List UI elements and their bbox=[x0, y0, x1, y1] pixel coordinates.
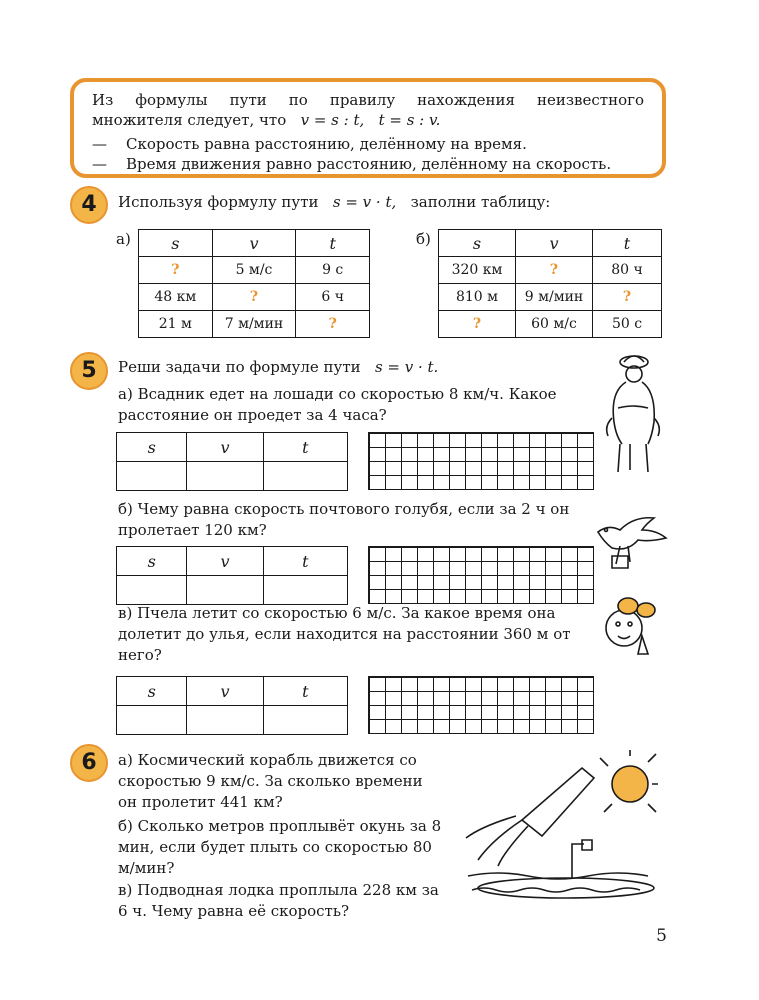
table-a-cell: 6 ч bbox=[296, 284, 370, 311]
svt-cell[interactable] bbox=[263, 706, 347, 735]
svt-cell[interactable] bbox=[263, 576, 347, 605]
table-b-label: б) bbox=[416, 230, 431, 248]
table-a-cell: ? bbox=[296, 311, 370, 338]
table-b bbox=[438, 229, 662, 338]
formula-t: t = s : v. bbox=[378, 111, 441, 129]
pigeon-illustration bbox=[592, 512, 672, 572]
svt-header: t bbox=[263, 433, 347, 462]
svt-header: s bbox=[117, 433, 187, 462]
task-6-b-text: б) Сколько метров проплывёт окунь за 8 мин, если будет плыть со скоростью 80 м/мин? bbox=[118, 817, 442, 877]
page-number: 5 bbox=[656, 926, 667, 946]
table-a-cell: ? bbox=[212, 284, 296, 311]
table-b-cell: 9 м/мин bbox=[516, 284, 593, 311]
svt-header: v bbox=[187, 677, 263, 706]
svt-cell[interactable] bbox=[263, 462, 347, 491]
table-a-label: а) bbox=[116, 230, 131, 248]
svt-cell[interactable] bbox=[117, 706, 187, 735]
table-a-header: t bbox=[296, 230, 370, 257]
table-a-cell: 48 км bbox=[139, 284, 213, 311]
table-b-cell: 320 км bbox=[439, 257, 516, 284]
task-5-c-table bbox=[116, 676, 348, 735]
svt-cell[interactable] bbox=[187, 576, 263, 605]
table-b-header: t bbox=[593, 230, 662, 257]
table-b-cell: 80 ч bbox=[593, 257, 662, 284]
task-5-number: 5 bbox=[70, 352, 108, 390]
task-5-c-answer-grid[interactable] bbox=[368, 676, 594, 734]
table-b-cell: 50 с bbox=[593, 311, 662, 338]
table-b-cell: ? bbox=[439, 311, 516, 338]
table-a-cell: 7 м/мин bbox=[212, 311, 296, 338]
svt-cell[interactable] bbox=[187, 462, 263, 491]
svt-cell[interactable] bbox=[117, 576, 187, 605]
table-b-header: v bbox=[516, 230, 593, 257]
table-b-cell: ? bbox=[516, 257, 593, 284]
svt-header: t bbox=[263, 547, 347, 576]
rule-line-1: Из формулы пути по правилу нахождения неизвестного bbox=[92, 91, 644, 109]
table-b-cell: 810 м bbox=[439, 284, 516, 311]
svt-header: s bbox=[117, 677, 187, 706]
task-4-text: Используя формулу пути s = v · t, заполни таблицу: bbox=[118, 193, 551, 211]
task-5-b-table bbox=[116, 546, 348, 605]
table-a-cell: ? bbox=[139, 257, 213, 284]
svt-header: s bbox=[117, 547, 187, 576]
space-sea-illustration bbox=[462, 750, 658, 916]
table-b-header: s bbox=[439, 230, 516, 257]
rule-line-2: множителя следует, что v = s : t, t = s : v. bbox=[92, 111, 441, 129]
task-4-number: 4 bbox=[70, 186, 108, 224]
table-a-cell: 21 м bbox=[139, 311, 213, 338]
svt-cell[interactable] bbox=[117, 462, 187, 491]
table-a-header: v bbox=[212, 230, 296, 257]
svt-header: v bbox=[187, 547, 263, 576]
task-6-c-text: в) Подводная лодка проплыла 228 км за 6 ч. Чему равна её скорость? bbox=[118, 881, 439, 920]
rule-bullet-2: — Время движения равно расстоянию, делённому на скорость. bbox=[92, 155, 612, 173]
table-a-header: s bbox=[139, 230, 213, 257]
task-5-a-table bbox=[116, 432, 348, 491]
table-a bbox=[138, 229, 370, 338]
svt-header: v bbox=[187, 433, 263, 462]
rule-bullet-1: — Скорость равна расстоянию, делённому на время. bbox=[92, 135, 527, 153]
svt-header: t bbox=[263, 677, 347, 706]
task-5-b-text: б) Чему равна скорость почтового голубя, если за 2 ч он пролетает 120 км? bbox=[118, 500, 570, 539]
task-6-number: 6 bbox=[70, 744, 108, 782]
rule-box bbox=[70, 78, 666, 178]
task-5-a-text: а) Всадник едет на лошади со скоростью 8 км/ч. Какое расстояние он проедет за 4 часа? bbox=[118, 385, 557, 424]
task-5-c-text: в) Пчела летит со скоростью 6 м/с. За какое время она долетит до улья, если находится на расстоянии 360 м от него? bbox=[118, 604, 571, 664]
task-5-a-answer-grid[interactable] bbox=[368, 432, 594, 490]
svt-cell[interactable] bbox=[187, 706, 263, 735]
formula-v: v = s : t, bbox=[300, 111, 365, 129]
task-5-b-answer-grid[interactable] bbox=[368, 546, 594, 604]
table-b-cell: ? bbox=[593, 284, 662, 311]
table-a-cell: 9 с bbox=[296, 257, 370, 284]
rider-illustration bbox=[598, 348, 668, 478]
task-5-intro: Реши задачи по формуле пути s = v · t. bbox=[118, 358, 439, 376]
table-a-cell: 5 м/с bbox=[212, 257, 296, 284]
bee-illustration bbox=[594, 596, 666, 668]
table-b-cell: 60 м/с bbox=[516, 311, 593, 338]
task-6-a-text: а) Космический корабль движется со скоростью 9 км/с. За сколько времени он пролетит 441 км? bbox=[118, 751, 423, 811]
